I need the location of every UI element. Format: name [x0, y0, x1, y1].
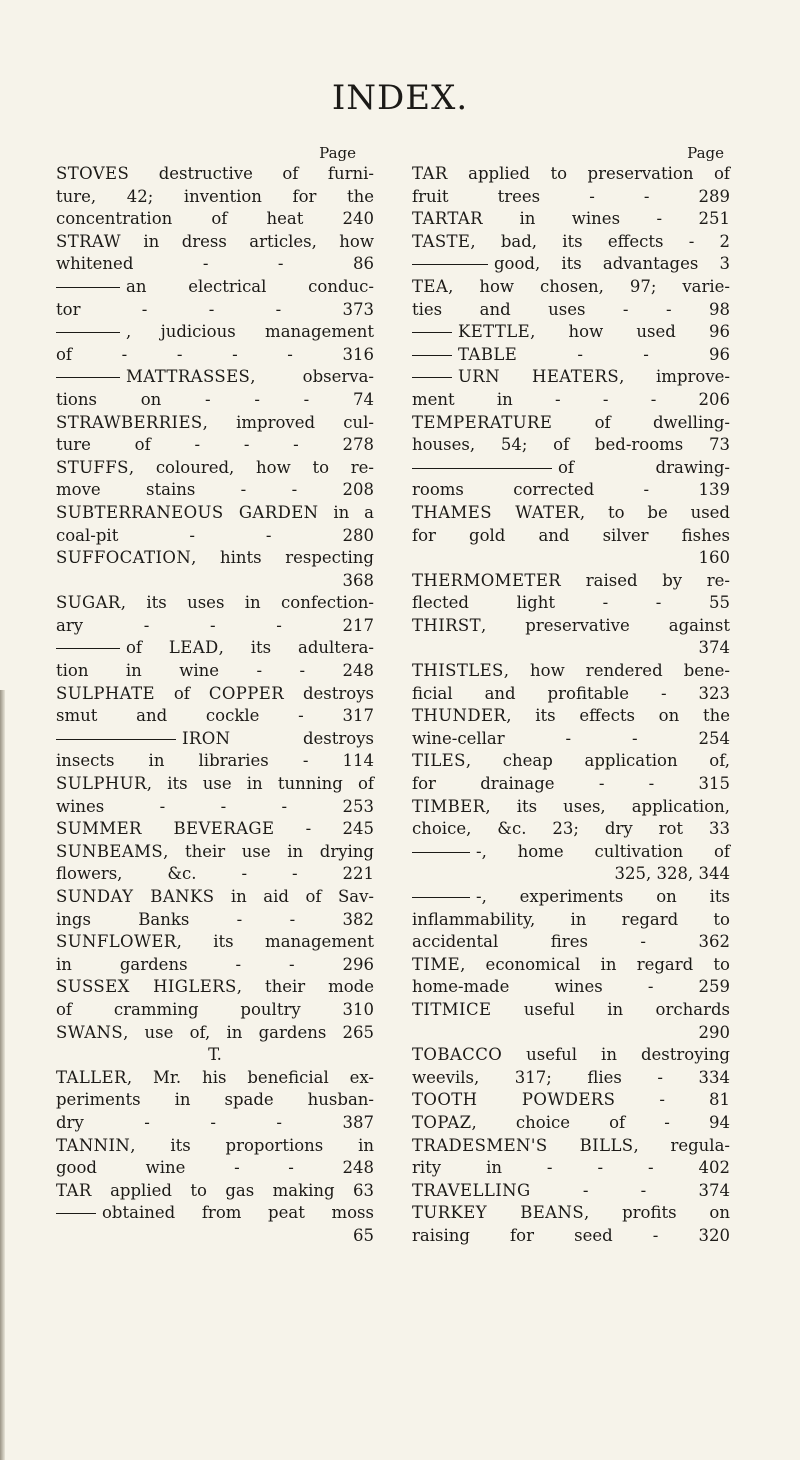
index-text: , coloured, how to re- — [128, 457, 374, 477]
index-text: , how rendered bene- — [503, 661, 730, 681]
index-line — [56, 321, 374, 344]
index-term: STUFFS — [56, 457, 129, 477]
index-text: smut and cockle - 317 — [56, 706, 374, 726]
index-text: , improve- — [619, 367, 730, 387]
index-text: , how chosen, 97; varie- — [448, 276, 730, 296]
index-text: fruit trees - - 289 — [412, 186, 730, 206]
ditto-rule — [412, 468, 552, 469]
index-line — [56, 954, 374, 977]
index-term: MATTRASSES — [126, 367, 251, 387]
index-line — [56, 796, 374, 819]
index-term: SUNFLOWER — [56, 932, 177, 952]
index-text: rooms corrected - 139 — [412, 480, 730, 500]
index-text: , improved cul- — [202, 412, 374, 432]
index-text: , preservative against — [481, 615, 730, 635]
page-title: INDEX. — [331, 78, 469, 118]
index-text: destroys — [284, 683, 375, 703]
index-term: TRAVELLING — [412, 1180, 531, 1200]
index-line — [412, 660, 730, 683]
index-term: LEAD — [168, 638, 219, 658]
index-text: , its effects on the — [506, 706, 730, 726]
index-line — [412, 570, 730, 593]
index-line — [412, 954, 730, 977]
ditto-rule — [412, 264, 488, 265]
index-line — [56, 909, 374, 932]
index-text: obtained from peat moss — [102, 1203, 374, 1223]
index-text: raising for seed - 320 — [412, 1225, 730, 1245]
index-text: wines - - - 253 — [56, 796, 374, 816]
index-column-right — [412, 143, 730, 1248]
index-text: an electrical conduc- — [126, 276, 374, 296]
index-line — [56, 457, 374, 480]
index-term: STRAW — [56, 231, 121, 251]
index-line — [56, 592, 374, 615]
index-text: ture of - - - 278 — [56, 435, 374, 455]
index-line — [412, 163, 730, 186]
index-line — [56, 931, 374, 954]
index-term: SUSSEX HIGLERS — [56, 977, 237, 997]
index-line — [56, 1157, 374, 1180]
index-line — [412, 547, 730, 570]
index-line — [412, 1180, 730, 1203]
index-text: of cramming poultry 310 — [56, 999, 374, 1019]
index-term: SUFFOCATION — [56, 548, 192, 568]
ditto-rule — [56, 739, 176, 740]
index-term: THAMES WATER — [412, 502, 580, 522]
index-line — [412, 1067, 730, 1090]
index-term: THIRST — [412, 615, 482, 635]
index-text: good wine - - 248 — [56, 1158, 374, 1178]
index-term: SUBTERRANEOUS GARDEN — [56, 502, 319, 522]
index-term: URN HEATERS — [458, 367, 620, 387]
index-line — [412, 818, 730, 841]
index-line — [56, 728, 374, 751]
index-line — [412, 253, 730, 276]
index-term: SUGAR — [56, 593, 121, 613]
index-line — [56, 186, 374, 209]
ditto-rule — [56, 377, 120, 378]
index-line — [56, 1225, 374, 1248]
index-text: home-made wines - 259 — [412, 977, 730, 997]
index-text: of - - - - 316 — [56, 344, 374, 364]
index-term: COPPER — [208, 683, 285, 703]
index-text: -, experiments on its — [476, 887, 730, 906]
index-term: TURKEY BEANS — [412, 1203, 585, 1223]
index-text: , their mode — [236, 977, 375, 997]
index-line — [56, 705, 374, 728]
index-term: SULPHATE — [56, 683, 155, 703]
index-line — [412, 525, 730, 548]
index-text: , Mr. his beneficial ex- — [126, 1067, 374, 1087]
index-term: TOOTH POWDERS — [412, 1090, 616, 1110]
ditto-rule — [412, 897, 470, 898]
index-text: applied to preservation of — [447, 164, 730, 183]
index-text: of drawing- — [558, 457, 730, 477]
index-text: in gardens - - 296 — [56, 954, 374, 974]
index-line — [412, 1135, 730, 1158]
index-text: in dress articles, how — [120, 231, 374, 251]
index-text: for drainage - - 315 — [412, 774, 730, 794]
index-line — [412, 1089, 730, 1112]
index-text: 65 — [353, 1225, 374, 1245]
index-text: of — [154, 683, 209, 703]
index-line — [56, 502, 374, 525]
index-line — [412, 1157, 730, 1180]
index-line — [56, 366, 374, 389]
index-line — [412, 637, 730, 660]
index-line — [412, 344, 730, 367]
index-line — [412, 863, 730, 886]
index-text: , its uses in confection- — [120, 593, 374, 613]
index-term: TOBACCO — [412, 1045, 503, 1065]
index-line — [412, 412, 730, 435]
index-line — [412, 186, 730, 209]
index-term: TARTAR — [412, 209, 483, 229]
index-text: , profits on — [584, 1203, 730, 1223]
ditto-rule — [412, 332, 452, 333]
index-text: raised by re- — [561, 570, 730, 590]
index-line — [56, 660, 374, 683]
index-line — [412, 1202, 730, 1225]
index-term: THISTLES — [412, 661, 504, 681]
index-text: , its proportions in — [130, 1135, 374, 1155]
index-term: STRAWBERRIES — [56, 412, 203, 432]
index-text: 160 — [698, 548, 730, 568]
index-line — [412, 1225, 730, 1248]
ditto-rule — [412, 377, 452, 378]
index-line — [56, 389, 374, 412]
index-line — [412, 705, 730, 728]
index-term: KETTLE — [458, 322, 531, 342]
index-text: , its uses, application, — [485, 796, 730, 816]
index-text: , its management — [176, 932, 374, 952]
index-term: TILES — [412, 751, 466, 771]
index-line — [56, 299, 374, 322]
index-term: TALLER — [56, 1067, 127, 1087]
index-line — [56, 683, 374, 706]
index-text: - - 96 — [517, 344, 730, 364]
index-text: flowers, &c. - - 221 — [56, 864, 374, 884]
index-text: , observa- — [250, 367, 374, 387]
index-line — [56, 637, 374, 660]
index-text: - 81 — [615, 1090, 730, 1110]
index-line — [412, 479, 730, 502]
index-line — [412, 434, 730, 457]
index-entries-left — [56, 163, 374, 1248]
index-text: ings Banks - - 382 — [56, 909, 374, 929]
index-text: 368 — [342, 570, 374, 590]
index-line — [412, 796, 730, 819]
ditto-rule — [56, 1213, 96, 1214]
index-term: SUNBEAMS — [56, 841, 164, 861]
index-text: of dwelling- — [552, 412, 730, 432]
ditto-rule — [56, 287, 120, 288]
index-line — [412, 886, 730, 909]
index-line — [56, 1180, 374, 1203]
ditto-rule — [412, 852, 470, 853]
index-term: IRON — [182, 728, 231, 748]
index-text: in wines - 251 — [483, 209, 730, 229]
index-text: , its adultera- — [218, 638, 374, 658]
index-entries-right — [412, 163, 730, 1248]
index-line — [56, 750, 374, 773]
index-text: insects in libraries - 114 — [56, 751, 374, 771]
index-term: TASTE — [412, 231, 471, 251]
index-term: TOPAZ — [412, 1112, 472, 1132]
index-line — [56, 231, 374, 254]
index-line — [412, 457, 730, 480]
ditto-rule — [412, 355, 452, 356]
index-text: ties and uses - - 98 — [412, 299, 730, 319]
index-text: , economical in regard to — [460, 954, 730, 974]
index-text: whitened - - 86 — [56, 254, 374, 274]
index-text: - 245 — [274, 819, 374, 839]
index-line — [56, 276, 374, 299]
index-text: T. — [208, 1045, 222, 1065]
index-term: STOVES — [56, 164, 130, 183]
index-text: , bad, its effects - 2 — [470, 231, 730, 251]
index-term: TEMPERATURE — [412, 412, 553, 432]
index-line — [412, 976, 730, 999]
index-term: THERMOMETER — [412, 570, 562, 590]
index-text: , regula- — [633, 1135, 730, 1155]
index-line — [56, 1044, 374, 1067]
index-line — [412, 1022, 730, 1045]
index-line — [412, 909, 730, 932]
index-text: , cheap application of, — [465, 751, 730, 771]
index-line — [412, 750, 730, 773]
index-text: , to be used — [579, 502, 730, 522]
index-line — [56, 1202, 374, 1225]
index-text: 290 — [698, 1022, 730, 1042]
index-line — [56, 547, 374, 570]
index-line — [56, 525, 374, 548]
index-line — [412, 389, 730, 412]
index-text: , judicious management — [126, 322, 374, 342]
index-line — [412, 1112, 730, 1135]
index-line — [412, 366, 730, 389]
index-term: TIMBER — [412, 796, 486, 816]
index-text: inflammability, in regard to — [412, 909, 730, 929]
page-column-label: Page — [319, 144, 356, 162]
index-line — [412, 592, 730, 615]
index-text: of — [126, 638, 169, 658]
index-column-left — [56, 143, 374, 1248]
index-line — [412, 231, 730, 254]
index-text: useful in orchards — [491, 999, 730, 1019]
index-line — [56, 1089, 374, 1112]
index-line — [412, 276, 730, 299]
index-text: useful in destroying — [502, 1045, 730, 1065]
index-line — [56, 773, 374, 796]
index-term: SULPHUR — [56, 774, 147, 794]
index-text: wine-cellar - - 254 — [412, 728, 730, 748]
index-line — [412, 841, 730, 864]
index-line — [56, 1067, 374, 1090]
index-text: dry - - - 387 — [56, 1112, 374, 1132]
index-line — [56, 434, 374, 457]
index-term: TITMICE — [412, 999, 492, 1019]
index-term: TABLE — [458, 344, 518, 364]
index-term: SUMMER BEVERAGE — [56, 819, 275, 839]
index-text: tion in wine - - 248 — [56, 661, 374, 681]
index-term: TRADESMEN'S BILLS — [412, 1135, 634, 1155]
index-line — [412, 208, 730, 231]
index-text: , use of, in gardens 265 — [123, 1022, 374, 1042]
ditto-rule — [56, 648, 120, 649]
index-line — [56, 479, 374, 502]
index-text: ment in - - - 206 — [412, 389, 730, 409]
index-text: - - 374 — [530, 1180, 730, 1200]
index-line — [412, 773, 730, 796]
index-line — [412, 999, 730, 1022]
index-text: , their use in drying — [163, 841, 374, 861]
index-line — [56, 253, 374, 276]
page-column-label: Page — [687, 144, 724, 162]
index-line — [56, 841, 374, 864]
index-line — [412, 321, 730, 344]
index-line — [412, 299, 730, 322]
index-text: coal-pit - - 280 — [56, 525, 374, 545]
index-text: in aid of Sav- — [214, 887, 375, 906]
index-line — [56, 886, 374, 909]
index-text: , hints respecting — [191, 548, 374, 568]
index-line — [56, 163, 374, 186]
index-text: for gold and silver fishes — [412, 525, 730, 545]
index-text: weevils, 317; flies - 334 — [412, 1067, 730, 1087]
index-text: ture, 42; invention for the — [56, 186, 374, 206]
index-term: TEA — [412, 276, 449, 296]
index-line — [56, 412, 374, 435]
index-line — [56, 344, 374, 367]
index-term: THUNDER — [412, 706, 507, 726]
index-line — [56, 1022, 374, 1045]
index-line — [56, 1135, 374, 1158]
index-text: in a — [318, 502, 374, 522]
index-text: 374 — [698, 638, 730, 658]
index-line — [412, 1044, 730, 1067]
index-line — [56, 208, 374, 231]
index-text: houses, 54; of bed-rooms 73 — [412, 435, 730, 455]
index-text: choice, &c. 23; dry rot 33 — [412, 819, 730, 839]
index-term: TIME — [412, 954, 461, 974]
index-line — [56, 615, 374, 638]
index-line — [56, 863, 374, 886]
index-text: , choice of - 94 — [471, 1112, 730, 1132]
index-term: TAR — [56, 1180, 92, 1200]
index-text: flected light - - 55 — [412, 593, 730, 613]
index-text: rity in - - - 402 — [412, 1158, 730, 1178]
index-text: accidental fires - 362 — [412, 932, 730, 952]
index-term: SUNDAY BANKS — [56, 887, 215, 906]
index-text: , its use in tunning of — [146, 774, 374, 794]
index-line — [56, 570, 374, 593]
index-text: move stains - - 208 — [56, 480, 374, 500]
index-text: , how used 96 — [530, 322, 730, 342]
index-line — [56, 1112, 374, 1135]
index-text: good, its advantages 3 — [494, 254, 730, 274]
index-line — [56, 999, 374, 1022]
index-line — [412, 502, 730, 525]
index-text: applied to gas making 63 — [91, 1180, 374, 1200]
page-edge-shadow — [0, 690, 5, 1460]
index-text: 325, 328, 344 — [614, 864, 730, 884]
index-text: ary - - - 217 — [56, 615, 374, 635]
index-text: -, home cultivation of — [476, 841, 730, 861]
index-text: tions on - - - 74 — [56, 389, 374, 409]
index-line — [412, 615, 730, 638]
index-line — [56, 818, 374, 841]
index-term: SWANS — [56, 1022, 124, 1042]
index-text: periments in spade husban- — [56, 1090, 374, 1110]
index-text: concentration of heat 240 — [56, 209, 374, 229]
index-term: TAR — [412, 164, 448, 183]
index-text: tor - - - 373 — [56, 299, 374, 319]
index-line — [56, 976, 374, 999]
index-text: destructive of furni- — [129, 164, 374, 183]
index-line — [412, 931, 730, 954]
index-text: ficial and profitable - 323 — [412, 683, 730, 703]
index-line — [412, 728, 730, 751]
index-text: destroys — [230, 728, 374, 748]
index-line — [412, 683, 730, 706]
ditto-rule — [56, 332, 120, 333]
index-term: TANNIN — [56, 1135, 131, 1155]
